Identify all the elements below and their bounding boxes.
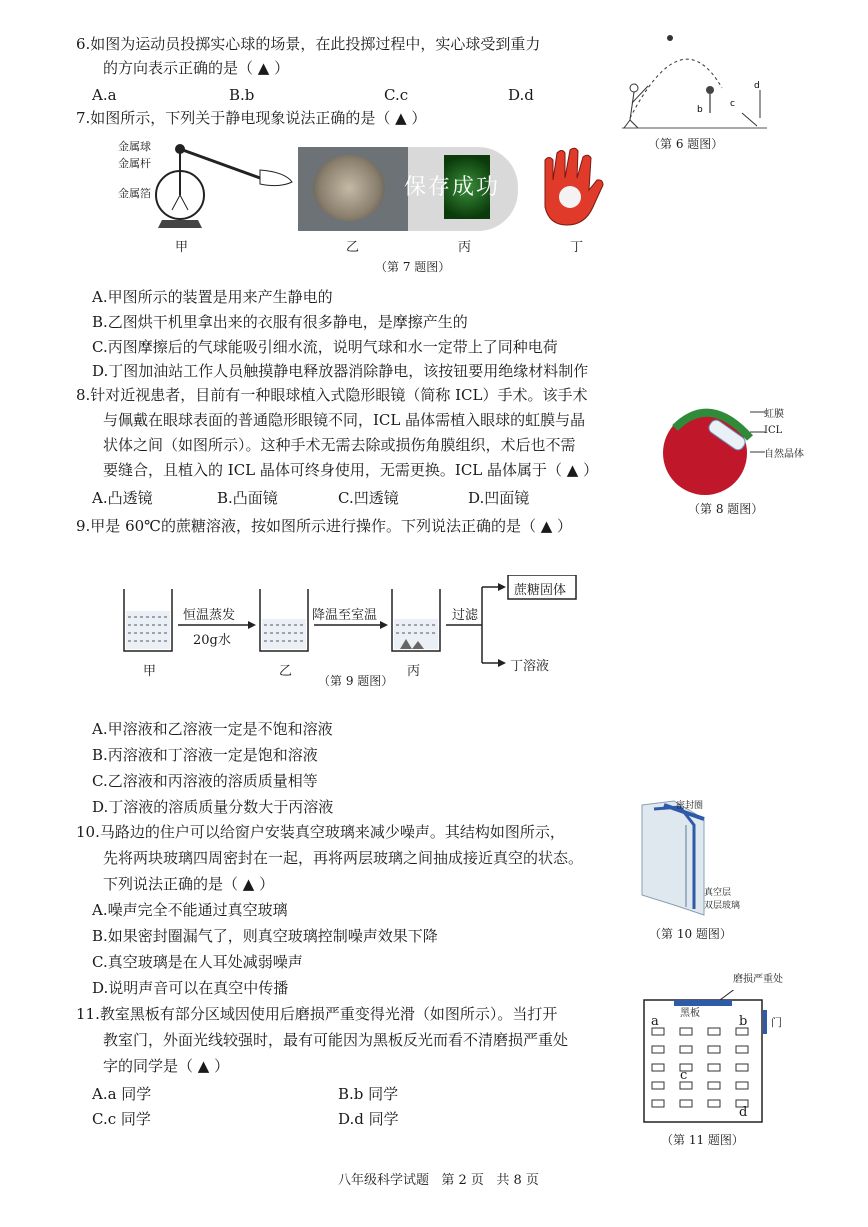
- q8-line4: 要缝合，且植入的 ICL 晶体可终身使用，无需更换。ICL 晶体属于（ ▲ ）: [103, 461, 599, 479]
- q6-option-a: A.a: [92, 86, 117, 104]
- q11-label-door: 门: [771, 1016, 782, 1029]
- q10-option-c: C.真空玻璃是在人耳处减弱噪声: [92, 953, 303, 971]
- q6-option-d: D.d: [508, 86, 534, 104]
- q11-option-c: C.c 同学: [92, 1110, 151, 1128]
- svg-text:d: d: [754, 81, 760, 91]
- q9-caption: （第 9 题图）: [318, 674, 394, 688]
- q10-caption: （第 10 题图）: [649, 927, 732, 941]
- q6-option-c: C.c: [384, 86, 409, 104]
- q9-result-solution: 丁溶液: [510, 659, 550, 674]
- q10-label-seal: 密封圈: [676, 801, 704, 811]
- q11-student-a: a: [651, 1014, 659, 1029]
- q7-option-b: B.乙图烘干机里拿出来的衣服有很多静电，是摩擦产生的: [92, 313, 468, 331]
- q9-stem: 9.甲是 60℃的蔗糖溶液，按如图所示进行操作。下列说法正确的是（ ▲ ）: [76, 517, 573, 535]
- q8-option-c: C.凹透镜: [338, 489, 399, 507]
- q8-caption: （第 8 题图）: [688, 502, 764, 516]
- svg-text:c: c: [730, 99, 735, 109]
- q8-option-a: A.凸透镜: [92, 489, 153, 507]
- q11-option-a: A.a 同学: [92, 1085, 152, 1103]
- q7-panel-jia: 甲: [175, 240, 189, 255]
- q8-option-b: B.凸面镜: [217, 489, 278, 507]
- q7-panel-bing: 丙: [458, 240, 472, 255]
- q11-line1: 11.教室黑板有部分区域因使用后磨损严重变得光滑（如图所示）。当打开: [76, 1005, 558, 1023]
- q8-option-d: D.凹面镜: [468, 489, 530, 507]
- q7-hand-discharger: [535, 145, 610, 235]
- q9-option-b: B.丙溶液和丁溶液一定是饱和溶液: [92, 746, 318, 764]
- q7-panel-ding: 丁: [570, 240, 584, 255]
- q7-panel-yi: 乙: [346, 240, 360, 255]
- q6-stem-line2: 的方向表示正确的是（ ▲ ）: [103, 59, 290, 77]
- q7-caption: （第 7 题图）: [375, 260, 451, 274]
- q11-student-b: b: [739, 1014, 748, 1029]
- q6-option-b: B.b: [229, 86, 255, 104]
- q8-label-iris: 虹膜: [764, 409, 784, 420]
- q9-option-a: A.甲溶液和乙溶液一定是不饱和溶液: [92, 720, 333, 738]
- q7-option-a: A.甲图所示的装置是用来产生静电的: [92, 288, 333, 306]
- q10-line3: 下列说法正确的是（ ▲ ）: [103, 875, 275, 893]
- q9-step-filter: 过滤: [452, 608, 479, 623]
- q8-label-lens: 自然晶体: [764, 449, 804, 460]
- q10-line1: 10.马路边的住户可以给窗户安装真空玻璃来减少噪声。其结构如图所示，: [76, 823, 565, 841]
- q10-option-a: A.噪声完全不能通过真空玻璃: [92, 901, 288, 919]
- q9-beaker-jia: 甲: [143, 664, 157, 679]
- q11-student-c: c: [680, 1068, 688, 1083]
- q10-line2: 先将两块玻璃四周密封在一起，再将两层玻璃之间抽成接近真空的状态。: [103, 849, 584, 867]
- q11-line3: 字的同学是（ ▲ ）: [103, 1057, 230, 1075]
- q9-option-c: C.乙溶液和丙溶液的溶质质量相等: [92, 772, 318, 790]
- q8-line1: 8.针对近视患者，目前有一种眼球植入式隐形眼镜（简称 ICL）手术。该手术: [76, 386, 588, 404]
- q11-line2: 教室门，外面光线较强时，最有可能因为黑板反光而看不清磨损严重处: [103, 1031, 569, 1049]
- q10-label-vacuum: 真空层: [704, 888, 732, 898]
- svg-text:b: b: [697, 105, 703, 115]
- q8-label-icl: ICL: [764, 425, 783, 436]
- q7-stem: 7.如图所示，下列关于静电现象说法正确的是（ ▲ ）: [76, 109, 427, 127]
- q9-beaker-yi: 乙: [279, 664, 293, 679]
- q11-label-blackboard: 黑板: [680, 1008, 700, 1019]
- q10-option-b: B.如果密封圈漏气了，则真空玻璃控制噪声效果下降: [92, 927, 438, 945]
- q11-label-worn-area: 磨损严重处: [733, 974, 783, 985]
- page-footer: 八年级科学试题 第 2 页 共 8 页: [338, 1173, 539, 1188]
- q11-option-d: D.d 同学: [338, 1110, 399, 1128]
- q7-option-c: C.丙图摩擦后的气球能吸引细水流，说明气球和水一定带上了同种电荷: [92, 338, 558, 356]
- q9-step-water: 20g水: [193, 633, 231, 648]
- q6-caption: （第 6 题图）: [648, 137, 724, 151]
- q10-option-d: D.说明声音可以在真空中传播: [92, 979, 289, 997]
- q9-result-solid: 蔗糖固体: [514, 583, 567, 598]
- q8-line2: 与佩戴在眼球表面的普通隐形眼镜不同，ICL 晶体需植入眼球的虹膜与晶: [103, 411, 586, 429]
- q7-overlay-toast: 保存成功: [404, 175, 501, 200]
- q11-caption: （第 11 题图）: [661, 1133, 744, 1147]
- q7-label-foil: 金属箔: [118, 187, 151, 200]
- q10-glass-figure: [634, 795, 714, 920]
- q7-dryer-photo: [298, 147, 408, 231]
- q7-label-sphere: 金属球: [118, 140, 151, 153]
- q7-label-rod: 金属杆: [118, 157, 151, 170]
- q11-option-b: B.b 同学: [338, 1085, 399, 1103]
- q7-option-d: D.丁图加油站工作人员触摸静电释放器消除静电，该按钮要用绝缘材料制作: [92, 362, 589, 380]
- q9-step-cool: 降温至室温: [312, 608, 378, 623]
- q10-label-glass: 双层玻璃: [704, 901, 741, 911]
- q11-student-d: d: [739, 1105, 748, 1120]
- q9-option-d: D.丁溶液的溶质质量分数大于丙溶液: [92, 798, 334, 816]
- q11-classroom-figure: [640, 990, 775, 1130]
- q8-eye-figure: [655, 398, 775, 498]
- q6-stem-line1: 6.如图为运动员投掷实心球的场景，在此投掷过程中，实心球受到重力: [76, 35, 541, 53]
- q9-step-evaporate: 恒温蒸发: [183, 608, 236, 623]
- q8-line3: 状体之间（如图所示）。这种手术无需去除或损伤角膜组织，术后也不需: [103, 436, 576, 454]
- q6-throw-figure: [612, 28, 772, 136]
- q9-beaker-bing: 丙: [407, 664, 421, 679]
